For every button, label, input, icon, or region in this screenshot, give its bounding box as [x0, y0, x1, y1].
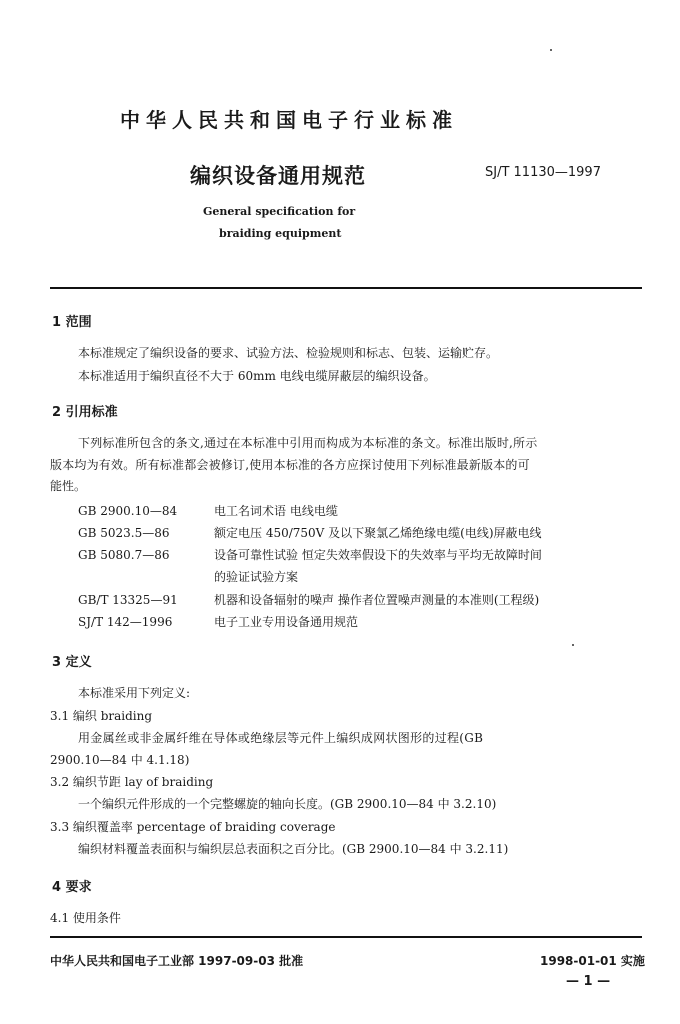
section-3-heading: 3 定义: [52, 655, 92, 670]
reference-code: GB 5023.5—86: [78, 526, 170, 540]
document-number: SJ/T 11130—1997: [485, 165, 601, 180]
reference-code: GB 2900.10—84: [78, 504, 178, 518]
reference-code: GB/T 13325—91: [78, 593, 178, 607]
section-2-heading: 2 引用标准: [52, 405, 118, 420]
definition-3-2-heading: 3.2 编织节距 lay of braiding: [50, 775, 214, 789]
implementation-date: 1998-01-01 实施: [540, 954, 645, 968]
definition-3-2-text: 一个编织元件形成的一个完整螺旋的轴向长度。(GB 2900.10—84 中 3.2.10): [78, 797, 497, 811]
section-3-intro: 本标准采用下列定义:: [78, 686, 191, 700]
section-4-heading: 4 要求: [52, 880, 92, 895]
page-number: — 1 —: [566, 974, 611, 989]
document-title: 编织设备通用规范: [190, 164, 366, 188]
standard-title: 中华人民共和国电子行业标准: [120, 108, 458, 132]
reference-code: GB 5080.7—86: [78, 548, 170, 562]
section-1-paragraph-2: 本标准适用于编织直径不大于 60mm 电线电缆屏蔽层的编织设备。: [78, 369, 436, 383]
section-2-intro-line3: 能性。: [50, 479, 87, 493]
reference-title: 电工名词术语 电线电缆: [214, 504, 338, 518]
definition-3-1-text-line2: 2900.10—84 中 4.1.18): [50, 753, 190, 767]
reference-title-continued: 的验证试验方案: [214, 570, 299, 584]
reference-title: 机器和设备辐射的噪声 操作者位置噪声测量的本准则(工程级): [214, 593, 540, 607]
definition-3-1-heading: 3.1 编织 braiding: [50, 709, 153, 723]
section-2-intro-line2: 版本均为有效。所有标准都会被修订,使用本标准的各方应探讨使用下列标准最新版本的可: [50, 458, 530, 472]
scan-speck: [572, 644, 574, 646]
section-1-heading: 1 范围: [52, 315, 92, 330]
definition-3-3-heading: 3.3 编织覆盖率 percentage of braiding coverage: [50, 820, 336, 834]
section-2-intro-line1: 下列标准所包含的条文,通过在本标准中引用而构成为本标准的条文。标准出版时,所示: [78, 436, 538, 450]
section-1-paragraph-1: 本标准规定了编织设备的要求、试验方法、检验规则和标志、包装、运输贮存。: [78, 346, 499, 360]
reference-title: 设备可靠性试验 恒定失效率假设下的失效率与平均无故障时间: [214, 548, 542, 562]
section-4-1-heading: 4.1 使用条件: [50, 911, 121, 925]
header-rule: [50, 287, 642, 289]
reference-title: 电子工业专用设备通用规范: [214, 615, 359, 629]
approval-note: 中华人民共和国电子工业部 1997-09-03 批准: [50, 954, 304, 968]
definition-3-3-text: 编织材料覆盖表面积与编织层总表面积之百分比。(GB 2900.10—84 中 3.2.11): [78, 842, 509, 856]
footer-rule: [50, 936, 642, 938]
english-title-line1: General specification for: [203, 205, 356, 218]
reference-code: SJ/T 142—1996: [78, 615, 173, 629]
english-title-line2: braiding equipment: [219, 227, 342, 240]
reference-title: 额定电压 450/750V 及以下聚氯乙烯绝缘电缆(电线)屏蔽电线: [214, 526, 542, 540]
definition-3-1-text-line1: 用金属丝或非金属纤维在导体或绝缘层等元件上编织成网状图形的过程(GB: [78, 731, 484, 745]
scan-speck: [550, 49, 552, 51]
